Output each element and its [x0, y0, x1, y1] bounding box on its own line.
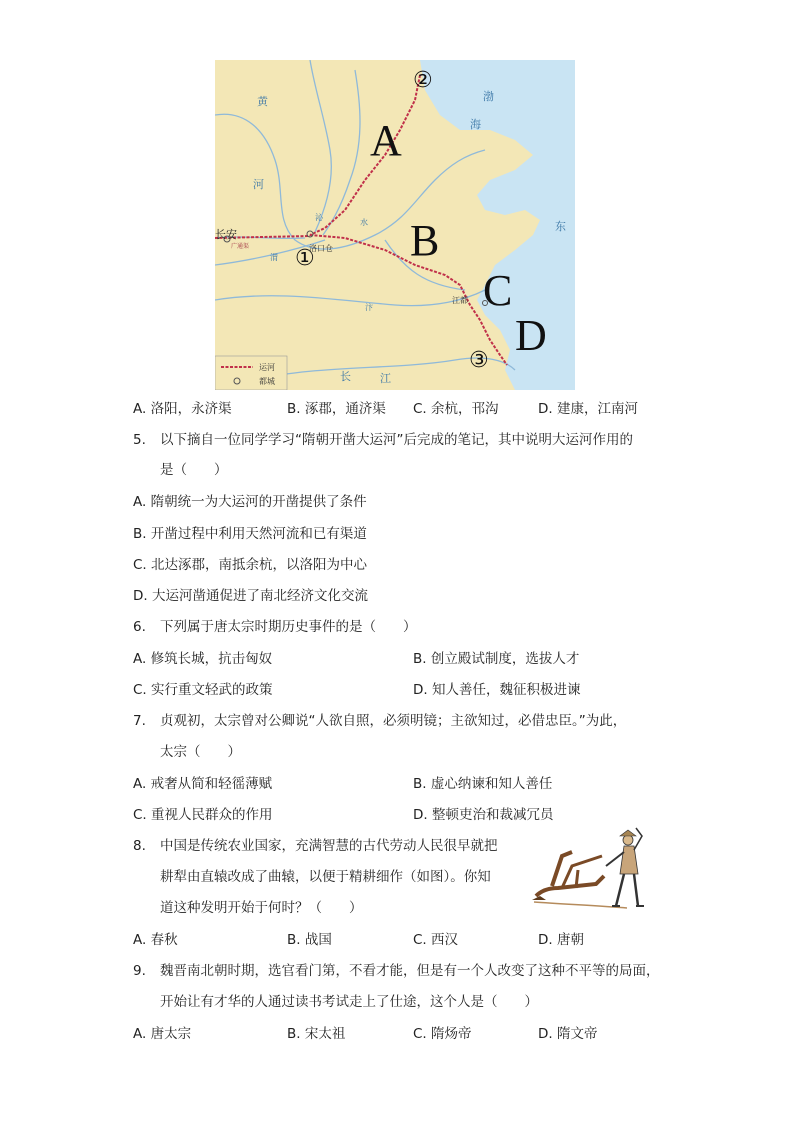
q7-option-c: C. 重视人民群众的作用 — [133, 807, 273, 823]
q9-stem-line1: 魏晋南北朝时期，选官看门第，不看才能，但是有一个人改变了这种不平等的局面， — [160, 963, 660, 979]
label-he: 河 — [253, 178, 264, 191]
q8-option-b: B. 战国 — [287, 932, 332, 948]
label-changan: 长安 — [215, 228, 237, 241]
grand-canal-map — [215, 60, 575, 390]
label-river-bian: 汴 — [365, 303, 373, 312]
label-river-wei: 渭 — [270, 253, 278, 262]
q9-option-c: C. 隋炀帝 — [413, 1026, 472, 1042]
q6-stem-line1: 下列属于唐太宗时期历史事件的是（ ） — [160, 619, 417, 635]
label-river-qin: 沁 — [315, 213, 323, 222]
q8-stem-line1: 中国是传统农业国家，充满智慧的古代劳动人民很早就把 — [160, 838, 498, 854]
q8-stem-line3: 道这种发明开始于何时？（ ） — [160, 900, 363, 916]
label-huang: 黄 — [257, 95, 268, 108]
q9-option-d: D. 隋文帝 — [538, 1026, 598, 1042]
label-C: C — [483, 266, 513, 315]
q7-stem-line2: 太宗（ ） — [160, 744, 241, 760]
label-B: B — [410, 216, 440, 265]
q8-option-a: A. 春秋 — [133, 932, 178, 948]
q9-number: 9. — [133, 963, 146, 979]
label-jiangdu: 江都 — [452, 296, 468, 305]
label-tongjiqu: 广通渠 — [231, 243, 250, 250]
q8-option-d: D. 唐朝 — [538, 932, 584, 948]
q4-option-d: D. 建康，江南河 — [538, 401, 638, 417]
q7-option-a: A. 戒奢从简和轻徭薄赋 — [133, 776, 273, 792]
q4-option-b: B. 涿郡，通济渠 — [287, 401, 386, 417]
label-point-2: ② — [413, 68, 433, 93]
q6-option-b: B. 创立殿试制度，选拔人才 — [413, 651, 580, 667]
q4-option-c: C. 余杭，邗沟 — [413, 401, 499, 417]
label-A: A — [370, 116, 402, 165]
label-point-3: ③ — [469, 348, 489, 373]
map-legend — [215, 356, 287, 390]
label-point-1: ① — [295, 246, 315, 271]
q9-option-a: A. 唐太宗 — [133, 1026, 192, 1042]
q6-option-d: D. 知人善任，魏征积极进谏 — [413, 682, 581, 698]
q4-option-a: A. 洛阳，永济渠 — [133, 401, 232, 417]
q9-option-b: B. 宋太祖 — [287, 1026, 346, 1042]
q8-option-c: C. 西汉 — [413, 932, 459, 948]
q9-stem-line2: 开始让有才华的人通过读书考试走上了仕途，这个人是（ ） — [160, 994, 538, 1010]
q7-option-b: B. 虚心纳谏和知人善任 — [413, 776, 553, 792]
q8-number: 8. — [133, 838, 146, 854]
label-chang: 长 — [340, 370, 351, 383]
q6-number: 6. — [133, 619, 146, 635]
label-D: D — [515, 311, 547, 360]
q5-option-d: D. 大运河凿通促进了南北经济文化交流 — [133, 588, 368, 604]
q7-number: 7. — [133, 713, 146, 729]
label-bo: 渤 — [483, 90, 494, 103]
q6-option-c: C. 实行重文轻武的政策 — [133, 682, 273, 698]
label-jiang: 江 — [380, 372, 391, 385]
q5-option-c: C. 北达涿郡，南抵余杭，以洛阳为中心 — [133, 557, 368, 573]
q6-option-a: A. 修筑长城，抗击匈奴 — [133, 651, 273, 667]
q7-option-d: D. 整顿吏治和裁减冗员 — [413, 807, 554, 823]
curved-plow-farmer-illustration — [532, 826, 662, 912]
q5-option-a: A. 隋朝统一为大运河的开凿提供了条件 — [133, 494, 367, 510]
q8-stem-line2: 耕犁由直辕改成了曲辕，以便于精耕细作（如图）。你知 — [160, 869, 491, 885]
q5-stem-line2: 是（ ） — [160, 462, 228, 478]
label-dong: 东 — [555, 220, 566, 233]
q5-option-b: B. 开凿过程中利用天然河流和已有渠道 — [133, 526, 367, 542]
q5-number: 5. — [133, 432, 146, 448]
legend-canal: 运河 — [259, 363, 275, 372]
label-luokoucang: 洛口仓 — [309, 244, 333, 253]
q5-stem-line1: 以下摘自一位同学学习“隋朝开凿大运河”后完成的笔记，其中说明大运河作用的 — [160, 432, 633, 448]
legend-capital: 都城 — [259, 377, 275, 386]
q7-stem-line1: 贞观初，太宗曾对公卿说“人欲自照，必须明镜；主欲知过，必借忠臣。”为此， — [160, 713, 627, 729]
label-hai: 海 — [470, 118, 481, 131]
label-river-shui: 水 — [360, 218, 368, 227]
